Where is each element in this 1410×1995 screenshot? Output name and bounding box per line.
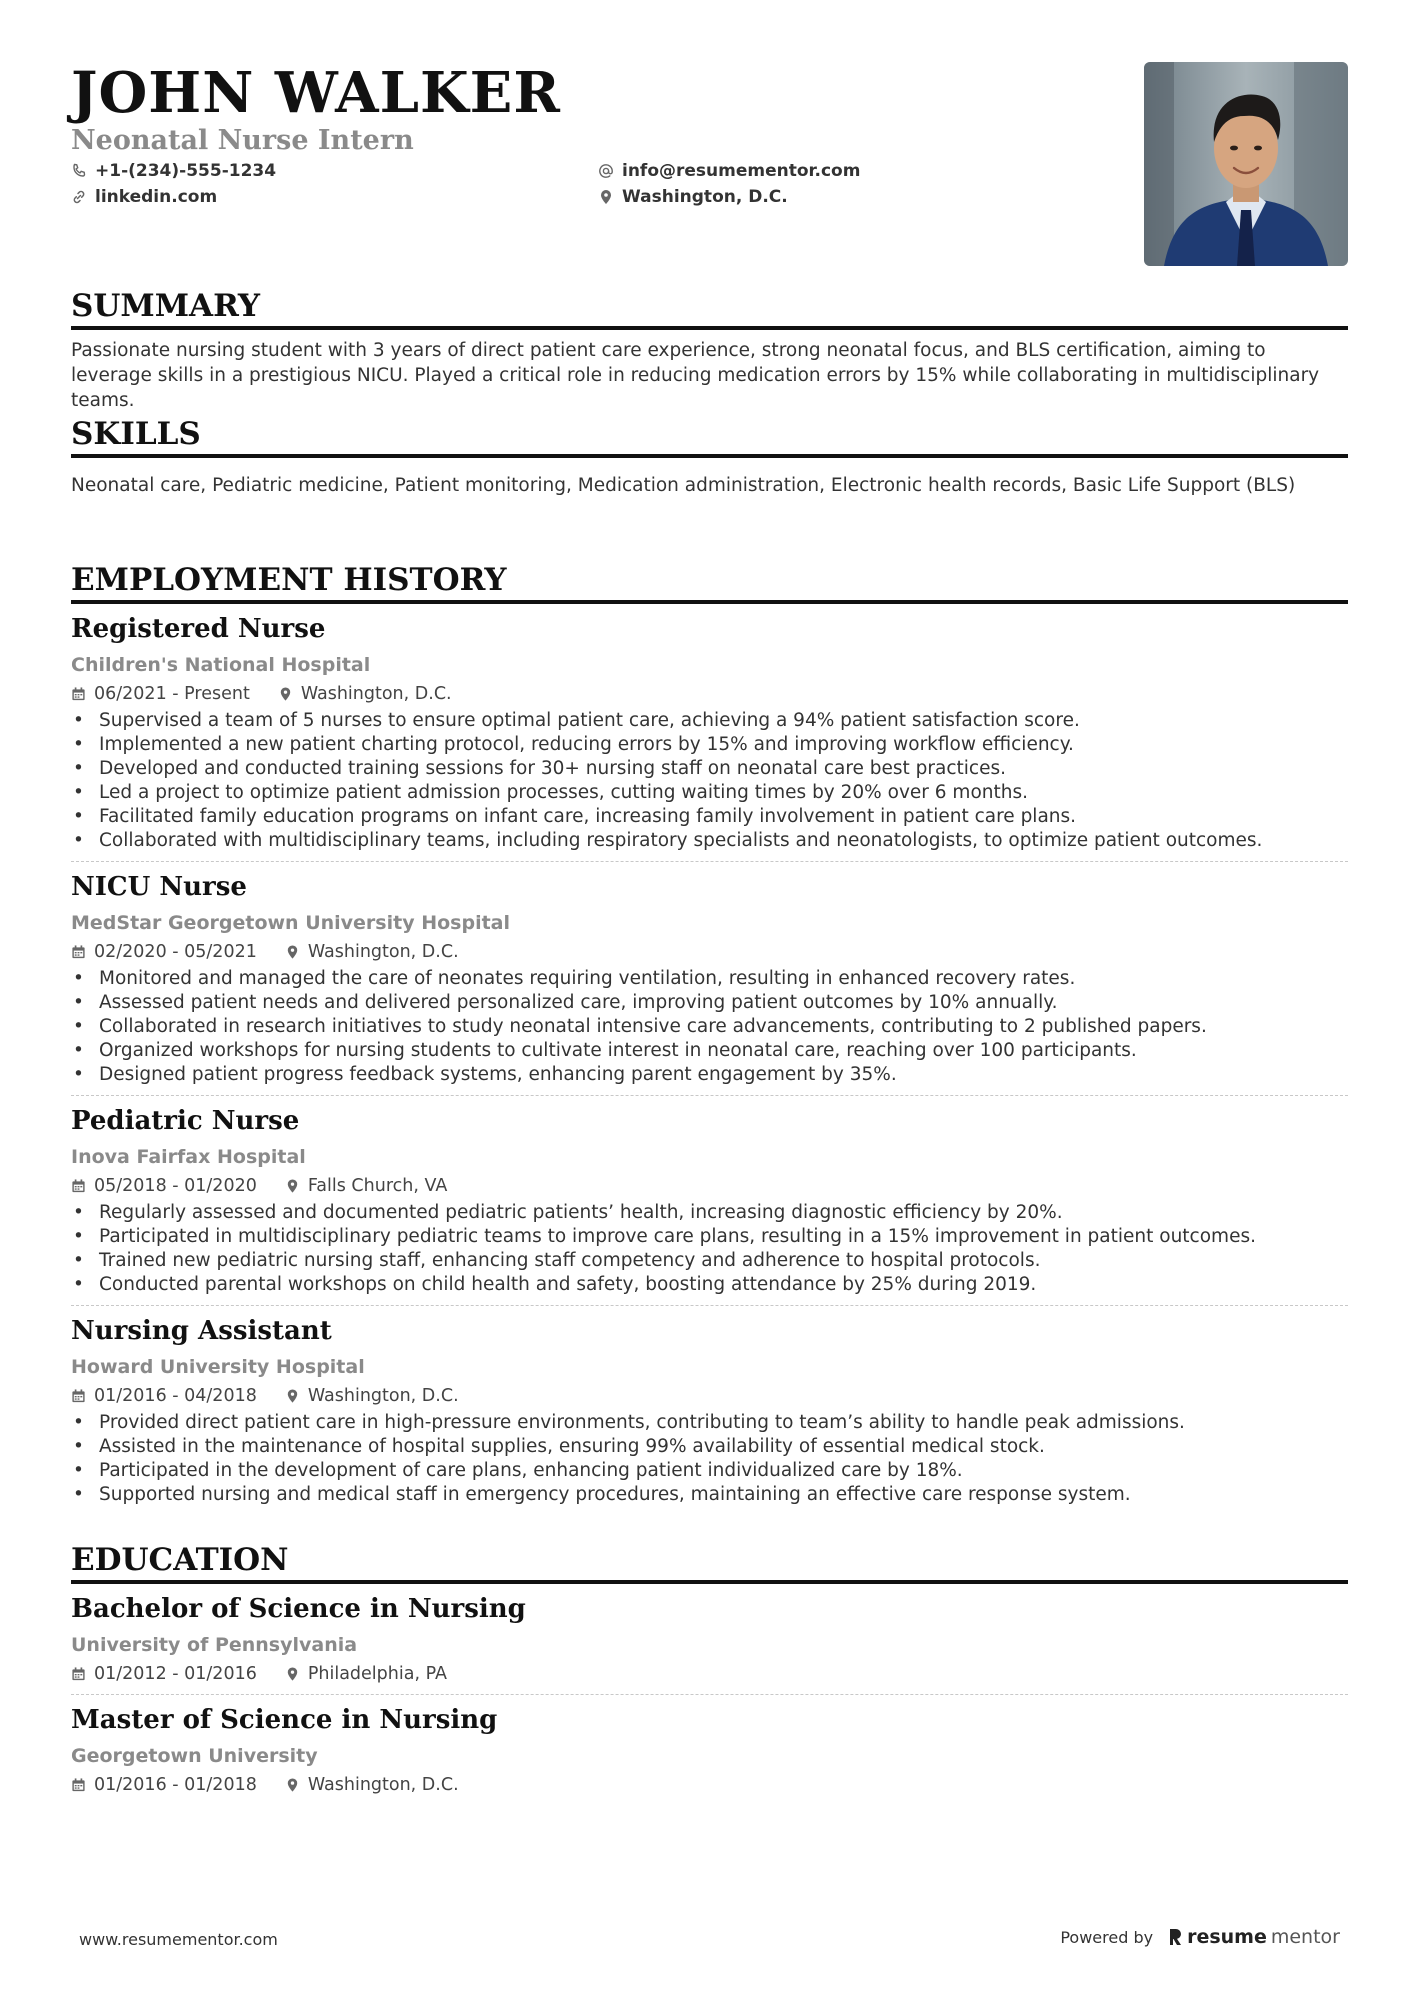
job-dates <box>71 682 250 706</box>
skills-heading: SKILLS <box>71 414 1348 458</box>
at-sign-icon <box>598 163 614 179</box>
contact-linkedin[interactable] <box>71 186 217 208</box>
job-bullet: • Led a project to optimize patient admission processes, cutting waiting times by 20% over 6 months. <box>71 781 1348 805</box>
job-organization: Inova Fairfax Hospital <box>71 1146 306 1168</box>
job-dates-text: 06/2021 - Present <box>94 684 250 704</box>
phone-icon <box>71 163 87 179</box>
job-bullet: • Regularly assessed and documented pediatric patients’ health, increasing diagnostic efficiency by 20%. <box>71 1201 1348 1225</box>
job-entry <box>71 612 1348 862</box>
brand-bold-text: resume <box>1187 1926 1267 1948</box>
job-dates <box>71 1174 257 1198</box>
calendar-icon <box>71 686 86 702</box>
resume-page <box>71 0 1348 1995</box>
job-bullet: • Provided direct patient care in high-pressure environments, contributing to team’s ability to handle peak admissions. <box>71 1411 1348 1435</box>
job-bullet: • Conducted parental workshops on child health and safety, boosting attendance by 25% during 2019. <box>71 1273 1348 1297</box>
job-bullet: • Participated in multidisciplinary pediatric teams to improve care plans, resulting in a 15% improvement in patient outcomes. <box>71 1225 1348 1249</box>
employment-section <box>71 560 1348 1507</box>
job-bullet: • Assessed patient needs and delivered personalized care, improving patient outcomes by 10% annually. <box>71 991 1348 1015</box>
job-bullet: • Monitored and managed the care of neonates requiring ventilation, resulting in enhanced recovery rates. <box>71 967 1348 991</box>
divider <box>71 861 1348 862</box>
powered-by-text: Powered by <box>1060 1927 1154 1947</box>
education-dates-text: 01/2012 - 01/2016 <box>94 1664 257 1684</box>
education-location <box>285 1773 459 1797</box>
job-dates-text: 02/2020 - 05/2021 <box>94 942 257 962</box>
job-location-text: Washington, D.C. <box>300 684 452 704</box>
job-location-text: Washington, D.C. <box>307 1386 459 1406</box>
calendar-icon <box>71 1666 86 1682</box>
contact-location <box>598 186 788 208</box>
job-bullets <box>71 1411 1348 1507</box>
map-pin-icon <box>285 944 300 960</box>
employment-heading: EMPLOYMENT HISTORY <box>71 560 1348 604</box>
education-school: University of Pennsylvania <box>71 1634 358 1656</box>
education-heading: EDUCATION <box>71 1540 1348 1584</box>
job-dates <box>71 1384 257 1408</box>
profile-photo-image <box>1144 62 1348 266</box>
education-degree: Bachelor of Science in Nursing <box>71 1594 526 1624</box>
job-bullet: • Designed patient progress feedback systems, enhancing parent engagement by 35%. <box>71 1063 1348 1087</box>
job-meta <box>71 1384 1348 1408</box>
education-entry <box>71 1703 1348 1797</box>
link-icon <box>71 189 87 205</box>
candidate-name: JOHN WALKER <box>71 60 561 126</box>
education-dates <box>71 1773 257 1797</box>
education-section <box>71 1540 1348 1797</box>
job-organization: Children's National Hospital <box>71 654 371 676</box>
job-location-text: Washington, D.C. <box>307 942 459 962</box>
phone-text: +1-(234)-555-1234 <box>95 161 277 181</box>
job-bullet: • Organized workshops for nursing students to cultivate interest in neonatal care, reaching over 100 participants. <box>71 1039 1348 1063</box>
education-meta <box>71 1773 1348 1797</box>
calendar-icon <box>71 944 86 960</box>
job-bullet: • Assisted in the maintenance of hospital supplies, ensuring 99% availability of essential medical stock. <box>71 1435 1348 1459</box>
summary-heading: SUMMARY <box>71 286 1348 330</box>
email-text[interactable]: info@resumementor.com <box>622 161 861 181</box>
job-location <box>285 940 459 964</box>
job-bullet: • Supported nursing and medical staff in emergency procedures, maintaining an effective care response system. <box>71 1483 1348 1507</box>
education-location-text: Washington, D.C. <box>307 1775 459 1795</box>
divider <box>71 1694 1348 1695</box>
calendar-icon <box>71 1388 86 1404</box>
contact-email[interactable] <box>598 160 860 182</box>
job-bullet: • Implemented a new patient charting protocol, reducing errors by 15% and improving workflow efficiency. <box>71 733 1348 757</box>
job-location <box>285 1384 459 1408</box>
job-location-text: Falls Church, VA <box>307 1176 448 1196</box>
job-meta <box>71 940 1348 964</box>
calendar-icon <box>71 1777 86 1793</box>
map-pin-icon <box>285 1388 300 1404</box>
job-dates <box>71 940 257 964</box>
divider <box>71 1095 1348 1096</box>
job-meta <box>71 682 1348 706</box>
job-entry <box>71 1104 1348 1306</box>
linkedin-text[interactable]: linkedin.com <box>95 187 218 207</box>
job-bullets <box>71 967 1348 1087</box>
education-location-text: Philadelphia, PA <box>307 1664 447 1684</box>
map-pin-icon <box>285 1666 300 1682</box>
job-role: Nursing Assistant <box>71 1316 332 1346</box>
education-dates <box>71 1662 257 1686</box>
calendar-icon <box>71 1178 86 1194</box>
summary-text: Passionate nursing student with 3 years of direct patient care experience, strong neonatal focus, and BLS certification, aiming to leverage skills in a prestigious NICU. Played a critical role in reducing medication errors by 15% while collaborating in multidisciplinary teams. <box>71 340 1320 411</box>
map-pin-icon <box>598 189 614 205</box>
education-school: Georgetown University <box>71 1745 318 1767</box>
contact-phone <box>71 160 276 182</box>
divider <box>71 1305 1348 1306</box>
job-bullet: • Collaborated in research initiatives to study neonatal intensive care advancements, contributing to 2 published papers. <box>71 1015 1348 1039</box>
job-entry <box>71 1314 1348 1507</box>
job-bullets <box>71 709 1348 853</box>
job-bullets <box>71 1201 1348 1297</box>
job-role: NICU Nurse <box>71 872 247 902</box>
job-location <box>278 682 452 706</box>
skills-section <box>71 414 1348 498</box>
job-bullet: • Supervised a team of 5 nurses to ensure optimal patient care, achieving a 94% patient satisfaction score. <box>71 709 1348 733</box>
job-bullet: • Facilitated family education programs on infant care, increasing family involvement in patient care plans. <box>71 805 1348 829</box>
map-pin-icon <box>285 1777 300 1793</box>
job-location <box>285 1174 447 1198</box>
job-organization: MedStar Georgetown University Hospital <box>71 912 510 934</box>
job-bullet: • Participated in the development of care plans, enhancing patient individualized care by 18%. <box>71 1459 1348 1483</box>
skills-text: Neonatal care, Pediatric medicine, Patient monitoring, Medication administration, Electronic health records, Basic Life Support (BLS) <box>71 475 1296 496</box>
education-location <box>285 1662 447 1686</box>
job-bullet: • Trained new pediatric nursing staff, enhancing staff competency and adherence to hospital protocols. <box>71 1249 1348 1273</box>
job-role: Registered Nurse <box>71 614 326 644</box>
education-entry <box>71 1592 1348 1695</box>
brand-light-text: mentor <box>1270 1926 1340 1948</box>
education-meta <box>71 1662 1348 1686</box>
education-dates-text: 01/2016 - 01/2018 <box>94 1775 257 1795</box>
resumementor-logo-icon <box>1167 1927 1183 1947</box>
footer-website[interactable]: www.resumementor.com <box>79 1930 278 1949</box>
candidate-title: Neonatal Nurse Intern <box>71 125 414 156</box>
job-meta <box>71 1174 1348 1198</box>
job-dates-text: 01/2016 - 04/2018 <box>94 1386 257 1406</box>
footer-branding <box>1060 1926 1340 1948</box>
resumementor-logo[interactable] <box>1167 1926 1340 1948</box>
map-pin-icon <box>285 1178 300 1194</box>
education-degree: Master of Science in Nursing <box>71 1705 498 1735</box>
job-organization: Howard University Hospital <box>71 1356 365 1378</box>
job-bullet: • Developed and conducted training sessions for 30+ nursing staff on neonatal care best practices. <box>71 757 1348 781</box>
job-role: Pediatric Nurse <box>71 1106 300 1136</box>
map-pin-icon <box>278 686 293 702</box>
job-dates-text: 05/2018 - 01/2020 <box>94 1176 257 1196</box>
summary-section <box>71 286 1348 413</box>
location-text: Washington, D.C. <box>622 187 788 207</box>
job-bullet: • Collaborated with multidisciplinary teams, including respiratory specialists and neonatologists, to optimize patient outcomes. <box>71 829 1348 853</box>
profile-photo <box>1144 62 1348 266</box>
job-entry <box>71 870 1348 1096</box>
